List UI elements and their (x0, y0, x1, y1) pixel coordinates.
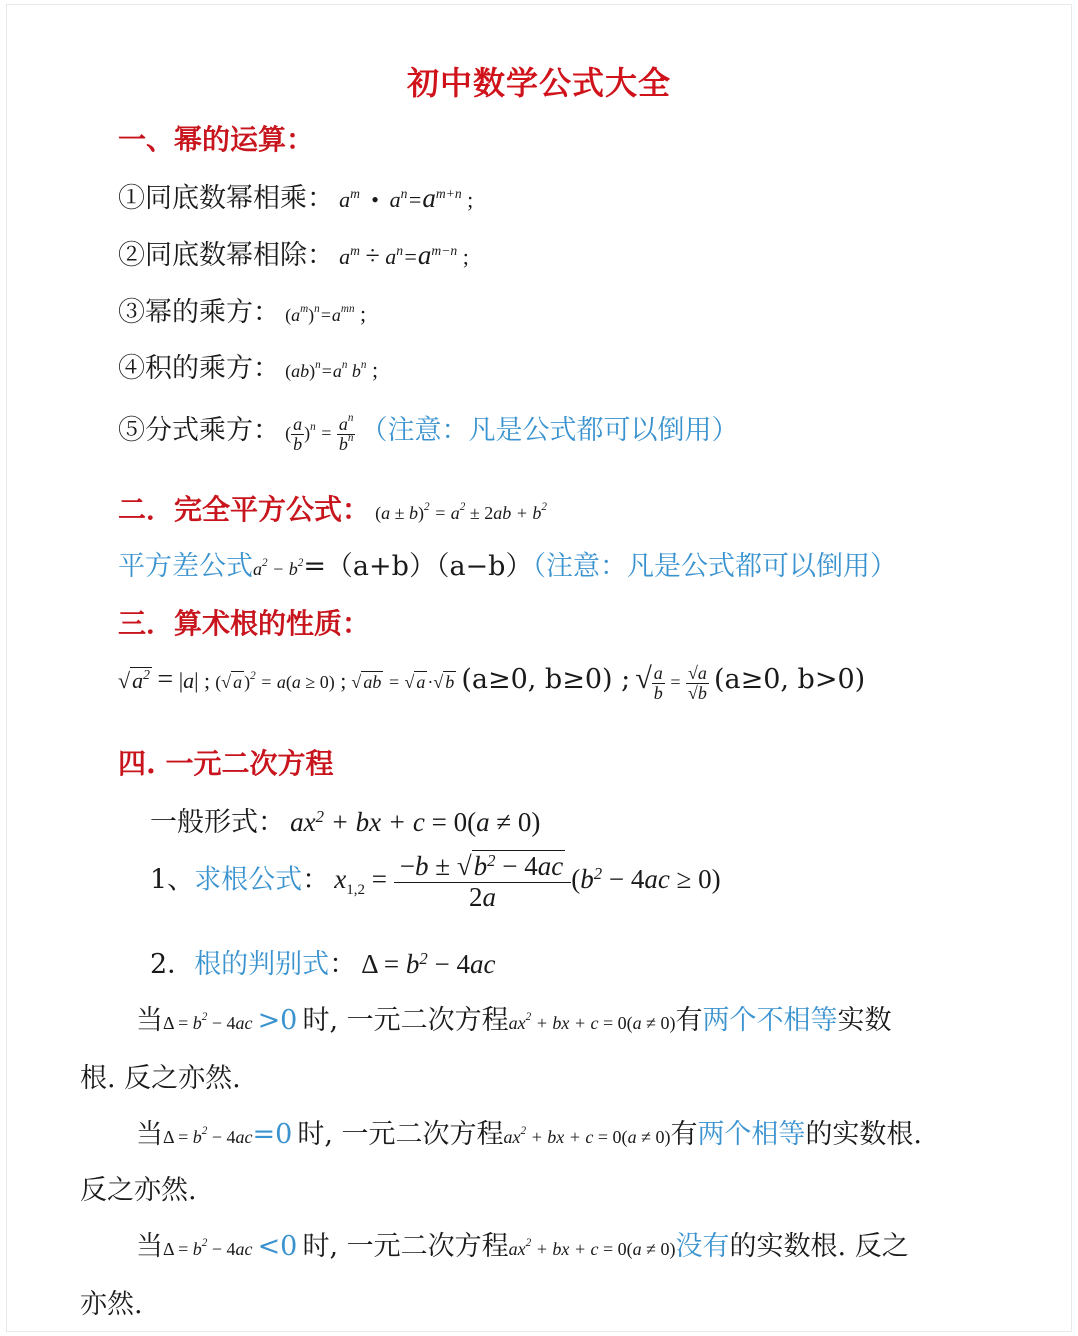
quadratic-formula-label: 求根公式 (194, 864, 303, 896)
case-negative-line-2: 亦然. (80, 1289, 143, 1320)
rule-1-label: ①同底数幂相乘： (118, 183, 334, 214)
difference-of-squares-note: （注意：凡是公式都可以倒用） (532, 551, 897, 582)
discriminant-row (150, 942, 495, 981)
rule-3-formula: $(a^m)^n=a^{mn}$ ; (285, 301, 367, 326)
radical-rule-4: √ $\frac{a}{b}$ = $\frac{√a}{√b}$ (635, 662, 707, 704)
rule-3-label: ③幂的乘方： (118, 297, 280, 328)
radical-rule-3: √ ab = √ a ·√ b (351, 672, 455, 692)
page-title: 初中数学公式大全 (406, 64, 671, 102)
radical-rule-2: (√ a )$^2$ = a(a ≥ 0) (215, 670, 335, 692)
discriminant-prefix: 2． (150, 949, 195, 980)
case-zero-has: 有 (670, 1119, 698, 1150)
discriminant-colon: ： (329, 949, 357, 980)
case-positive-has: 有 (675, 1005, 703, 1036)
rule-2-formula: $a^m \div a^n=a^{m-n}$ ; (339, 240, 469, 270)
section-3-heading: 三．算术根的性质： (118, 607, 371, 640)
section-2 (118, 488, 547, 528)
discriminant-formula: $\Delta = b^2 - 4ac$ (361, 949, 496, 979)
radical-condition-1: (a≥0, b≥0) (461, 664, 613, 695)
radical-rule-1: $√a^2 = |a|$ ; (118, 664, 211, 695)
difference-of-squares-rhs: =（a+b）（a−b） (303, 551, 533, 582)
rule-1 (118, 176, 473, 215)
case-zero-highlight: 两个相等 (697, 1119, 806, 1150)
rule-5-formula: ( $\frac{a}{b}$ )$^n$ = $\frac{a^n}{b^n}$ (285, 411, 354, 455)
quadratic-formula-prefix: 1、 (150, 864, 195, 896)
case-negative-sign: <0 (257, 1231, 298, 1262)
case-zero-line-1: 当$\Delta = b^2 - 4ac=0$ 时, 一元二次方程$ax^2$ + bx + c = 0(a ≠ 0)有两个相等的实数根. (136, 1119, 923, 1150)
difference-of-squares (118, 544, 897, 583)
case-negative-highlight: 没有 (675, 1231, 730, 1262)
case-zero-tail: 的实数根. (805, 1119, 923, 1150)
rule-2 (118, 233, 469, 272)
case-positive-tail: 实数 (837, 1005, 892, 1036)
case-positive-when: 当 (136, 1005, 163, 1036)
section-4-heading: 四. 一元二次方程 (118, 747, 334, 780)
case-zero-sign: =0 (252, 1119, 293, 1150)
rule-2-label: ②同底数幂相除： (118, 240, 334, 271)
case-positive-sign: >0 (257, 1005, 298, 1036)
perfect-square-formula: $(a \pm b)^2 = a^2 \pm 2ab + b^2$ (375, 501, 547, 523)
case-negative-text: 时, 一元二次方程 (302, 1231, 509, 1262)
section-2-heading: 二．完全平方公式： (118, 493, 371, 526)
rule-1-formula: $a^m$ • $a^n=a^{m+n}$ ; (339, 183, 474, 213)
quadratic-formula-row (150, 852, 721, 912)
quadratic-formula-colon: ： (302, 864, 330, 896)
case-negative-tail: 的实数根. 反之 (729, 1231, 909, 1262)
rule-5 (118, 408, 739, 455)
case-positive-line-1: 当$\Delta = b^2 - 4ac >0$ 时, 一元二次方程$ax^2$ + bx + c = 0(a ≠ 0)有两个不相等实数 (136, 1005, 892, 1036)
rule-5-note: （注意：凡是公式都可以倒用） (360, 415, 739, 446)
general-form (150, 800, 540, 839)
case-negative-when: 当 (136, 1231, 163, 1262)
general-form-label: 一般形式： (150, 807, 285, 838)
case-positive-text: 时, 一元二次方程 (302, 1005, 509, 1036)
rule-4-label: ④积的乘方： (118, 353, 280, 384)
case-zero-when: 当 (136, 1119, 163, 1150)
rule-3 (118, 290, 366, 329)
quadratic-formula: $x_{1,2}$ = $\frac{-b \pm √b^2 - 4ac}{2a}$ $(b^2 - 4ac \ge 0)$ (334, 851, 721, 912)
difference-of-squares-label: 平方差公式 (118, 551, 253, 582)
rule-5-label: ⑤分式乘方： (118, 415, 280, 446)
rule-4 (118, 346, 378, 385)
case-zero-line-2: 反之亦然. (80, 1175, 197, 1206)
radical-condition-2: (a≥0, b>0) (713, 664, 866, 695)
section-1-heading: 一、幂的运算： (118, 123, 315, 156)
case-positive-highlight: 两个不相等 (702, 1005, 838, 1036)
case-zero-text: 时, 一元二次方程 (297, 1119, 504, 1150)
discriminant-label: 根的判别式 (194, 949, 330, 980)
general-form-formula: $ax^2$ + bx + c = 0(a ≠ 0) (290, 807, 541, 837)
radical-properties: $√a^2 = |a|$ ; (√ a )$^2$ = a(a ≥ 0) ; √ ab = √ a ·√ b (a≥0, b≥0) ; √ $\frac{a}{b}$ = $\frac{√a}{√b}$ (a≥0, b>0) (118, 662, 866, 704)
case-positive-line-2: 根. 反之亦然. (80, 1063, 241, 1094)
case-negative-line-1: 当$\Delta = b^2 - 4ac <0$ 时, 一元二次方程$ax^2$ + bx + c = 0(a ≠ 0)没有的实数根. 反之 (136, 1231, 909, 1262)
rule-4-formula: $(ab)^n=a^n$ $b^n$ ; (285, 357, 379, 382)
difference-of-squares-lhs: $a^2 - b^2$ (253, 557, 304, 579)
